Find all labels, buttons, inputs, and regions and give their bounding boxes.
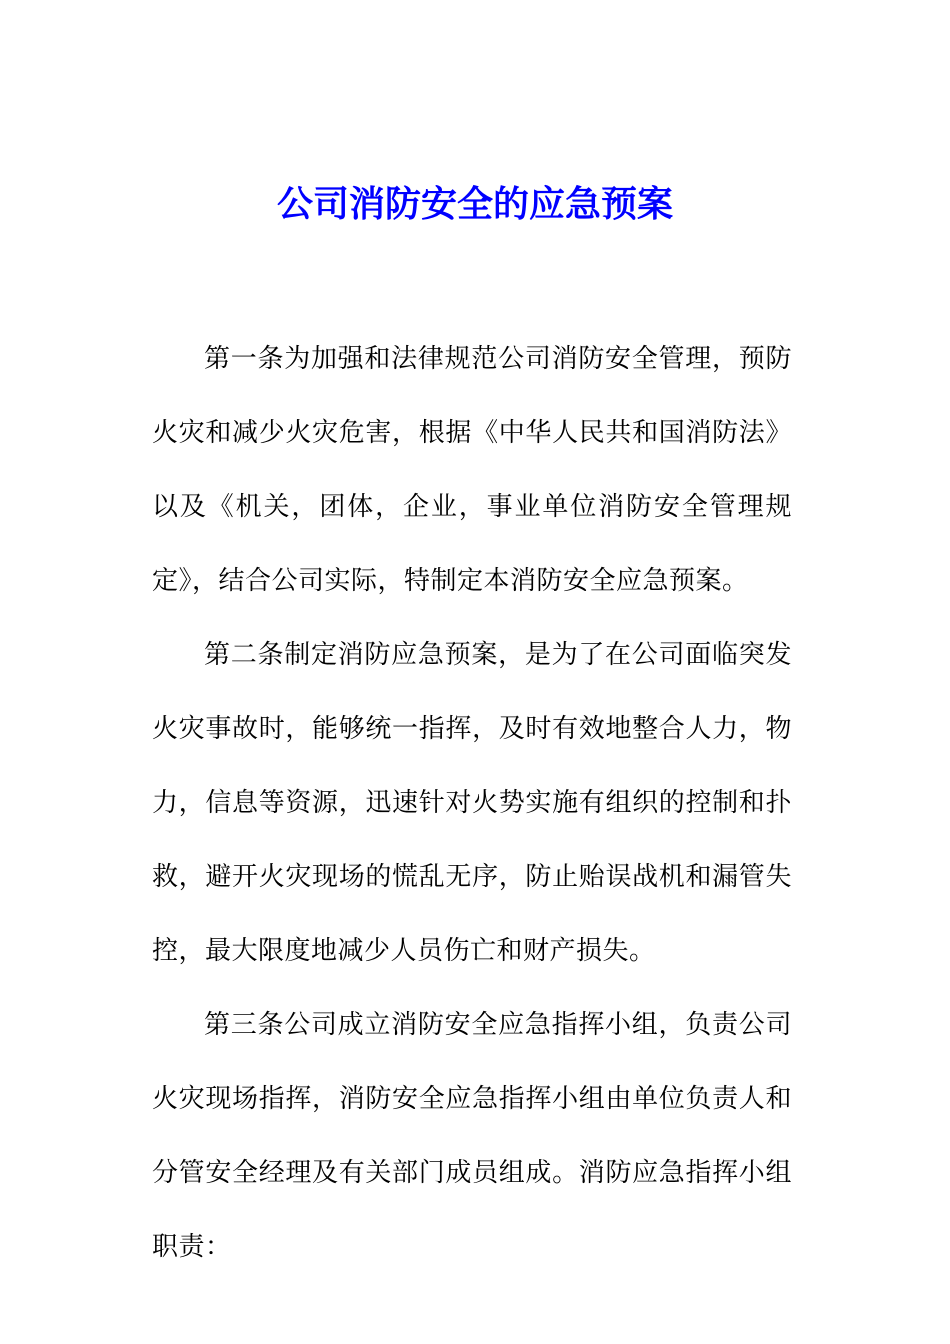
paragraph-3: 第三条公司成立消防安全应急指挥小组，负责公司火灾现场指挥，消防安全应急指挥小组由单位负责人和分管安全经理及有关部门成员组成。消防应急指挥小组职责：	[152, 1010, 792, 1262]
document-title: 公司消防安全的应急预案	[276, 183, 673, 225]
paragraph-2: 第二条制定消防应急预案，是为了在公司面临突发火灾事故时，能够统一指挥，及时有效地整合人力，物力，信息等资源，迅速针对火势实施有组织的控制和扑救，避开火灾现场的慌乱无序，防止贻误战机和漏管失控，最大限度地减少人员伤亡和财产损失。	[152, 640, 792, 966]
paragraph-1: 第一条为加强和法律规范公司消防安全管理，预防火灾和减少火灾危害，根据《中华人民共和国消防法》以及《机关，团体，企业，事业单位消防安全管理规定》，结合公司实际，特制定本消防安全应急预案。	[152, 344, 792, 596]
document-body	[152, 322, 792, 1284]
